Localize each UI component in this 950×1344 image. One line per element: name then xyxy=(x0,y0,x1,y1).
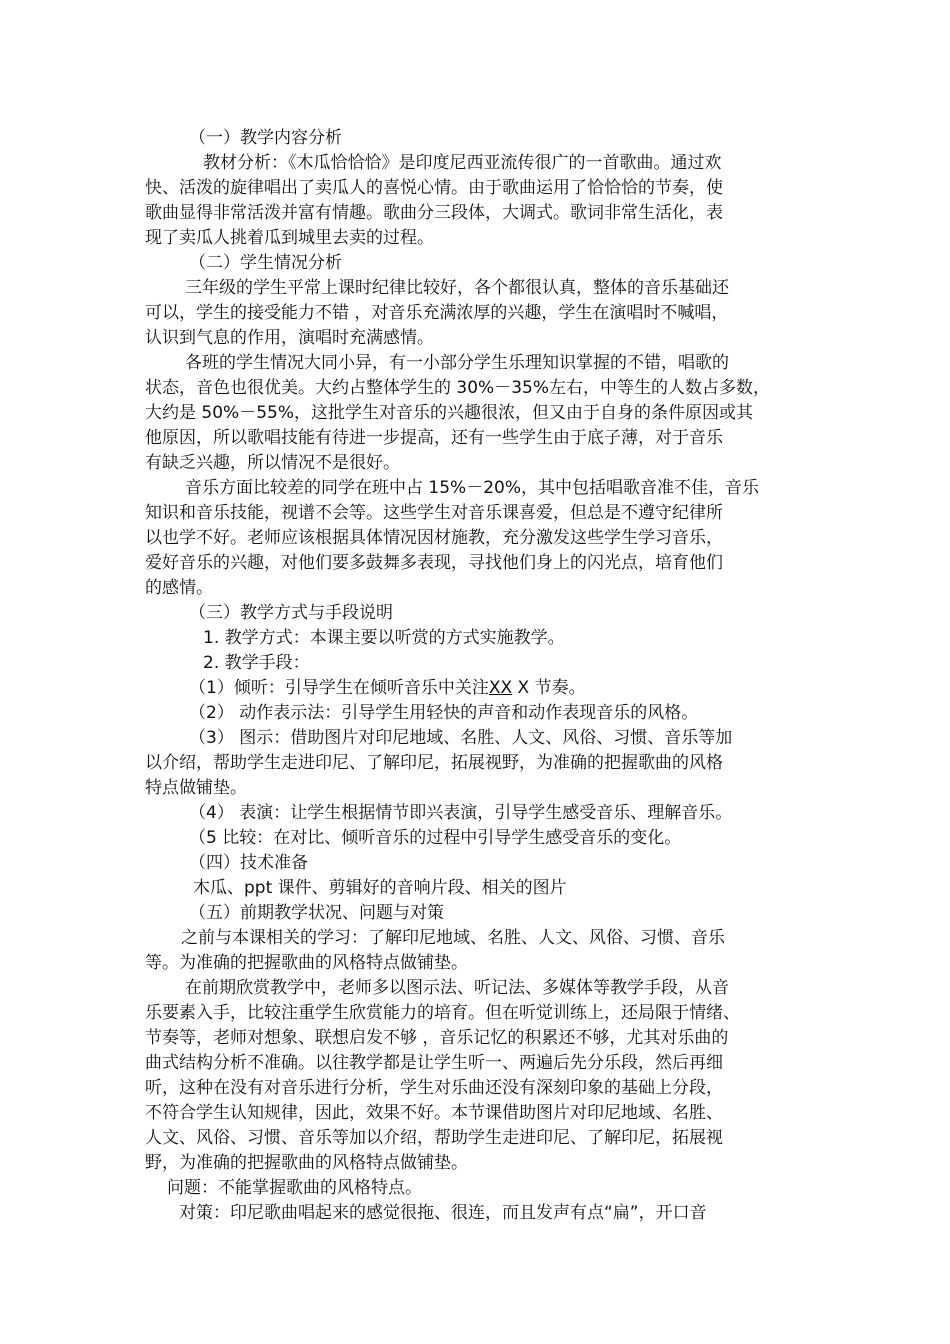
text-line xyxy=(145,151,805,176)
text-line xyxy=(145,876,805,901)
line-text: （2） 动作表示法：引导学生用轻快的声音和动作表现音乐的风格。 xyxy=(189,703,699,723)
text-line xyxy=(145,776,805,801)
line-text: 2. 教学手段： xyxy=(203,653,310,673)
text-line xyxy=(145,1026,805,1051)
line-text: 状态，音色也很优美。大约占整体学生的 30%－35%左右，中等生的人数占多数， xyxy=(145,378,770,398)
line-text: 乐要素入手，比较注重学生欣赏能力的培育。但在听觉训练上，还局限于情绪、 xyxy=(145,1003,740,1023)
line-text: 认识到气息的作用，演唱时充满感情。 xyxy=(145,328,434,348)
line-text: （一）教学内容分析 xyxy=(189,128,342,148)
line-text: 三年级的学生平常上课时纪律比较好，各个都很认真，整体的音乐基础还 xyxy=(185,278,729,298)
text-line xyxy=(145,401,805,426)
line-text: （5 比较：在对比、倾听音乐的过程中引导学生感受音乐的变化。 xyxy=(189,828,682,848)
line-text: 1. 教学方式：本课主要以听赏的方式实施教学。 xyxy=(203,628,565,648)
text-line xyxy=(145,751,805,776)
text-line xyxy=(145,126,805,151)
text-line xyxy=(145,651,805,676)
line-text: 对策：印尼歌曲唱起来的感觉很拖、很连，而且发声有点“扁”，开口音 xyxy=(179,1203,707,1223)
text-line xyxy=(145,1001,805,1026)
text-line xyxy=(145,726,805,751)
line-text: 节奏等，老师对想象、联想启发不够 ，音乐记忆的积累还不够，尤其对乐曲的 xyxy=(145,1028,729,1048)
text-line xyxy=(145,1101,805,1126)
text-line xyxy=(145,926,805,951)
text-line xyxy=(145,801,805,826)
line-text: 之前与本课相关的学习：了解印尼地域、名胜、人文、风俗、习惯、音乐 xyxy=(181,928,725,948)
line-text-after: X 节奏。 xyxy=(512,678,586,698)
text-line xyxy=(145,326,805,351)
line-text: 有缺乏兴趣，所以情况不是很好。 xyxy=(145,453,400,473)
text-line xyxy=(145,1201,805,1226)
line-text: 现了卖瓜人挑着瓜到城里去卖的过程。 xyxy=(145,228,434,248)
line-text: 以介绍，帮助学生走进印尼、了解印尼，拓展视野，为准确的把握歌曲的风格 xyxy=(145,753,723,773)
line-text: 人文、风俗、习惯、音乐等加以介绍，帮助学生走进印尼、了解印尼，拓展视 xyxy=(145,1128,723,1148)
line-text: 爱好音乐的兴趣，对他们要多鼓舞多表现，寻找他们身上的闪光点，培育他们 xyxy=(145,553,723,573)
text-line xyxy=(145,451,805,476)
line-text: 音乐方面比较差的同学在班中占 15%－20%，其中包括唱歌音准不佳，音乐 xyxy=(185,478,759,498)
line-text: （4） 表演：让学生根据情节即兴表演，引导学生感受音乐、理解音乐。 xyxy=(189,803,733,823)
line-text: 在前期欣赏教学中，老师多以图示法、听记法、多媒体等教学手段，从音 xyxy=(185,978,729,998)
text-line xyxy=(145,301,805,326)
text-line xyxy=(145,576,805,601)
document-body xyxy=(145,126,805,1226)
line-text: （四）技术准备 xyxy=(189,853,308,873)
text-line xyxy=(145,951,805,976)
line-text: （三）教学方式与手段说明 xyxy=(189,603,393,623)
line-text: 不符合学生认知规律，因此，效果不好。本节课借助图片对印尼地域、名胜、 xyxy=(145,1103,723,1123)
line-text: 野，为准确的把握歌曲的风格特点做铺垫。 xyxy=(145,1153,468,1173)
text-line xyxy=(145,351,805,376)
text-line xyxy=(145,626,805,651)
line-text: （1）倾听：引导学生在倾听音乐中关注 xyxy=(189,678,489,698)
text-line xyxy=(145,1176,805,1201)
line-text: 歌曲显得非常活泼并富有情趣。歌曲分三段体，大调式。歌词非常生活化，表 xyxy=(145,203,723,223)
text-line xyxy=(145,551,805,576)
line-text: （3） 图示：借助图片对印尼地域、名胜、人文、风俗、习惯、音乐等加 xyxy=(189,728,733,748)
text-line xyxy=(145,251,805,276)
text-line xyxy=(145,176,805,201)
text-line xyxy=(145,226,805,251)
text-line xyxy=(145,851,805,876)
text-line xyxy=(145,976,805,1001)
line-text: 以也学不好。老师应该根据具体情况因材施教，充分激发这些学生学习音乐， xyxy=(145,528,723,548)
text-line xyxy=(145,276,805,301)
line-text: （二）学生情况分析 xyxy=(189,253,342,273)
line-text: 的感情。 xyxy=(145,578,213,598)
text-line xyxy=(145,601,805,626)
text-line xyxy=(145,501,805,526)
text-line xyxy=(145,826,805,851)
text-line xyxy=(145,701,805,726)
line-text: （五）前期教学状况、问题与对策 xyxy=(189,903,444,923)
text-line xyxy=(145,1076,805,1101)
text-line xyxy=(145,526,805,551)
text-line xyxy=(145,1151,805,1176)
rhythm-notation: XX xyxy=(488,678,513,698)
text-line xyxy=(145,1126,805,1151)
line-text: 他原因，所以歌唱技能有待进一步提高，还有一些学生由于底子薄，对于音乐 xyxy=(145,428,723,448)
text-line xyxy=(145,1051,805,1076)
line-text: 各班的学生情况大同小异，有一小部分学生乐理知识掌握的不错，唱歌的 xyxy=(185,353,729,373)
line-text: 知识和音乐技能，视谱不会等。这些学生对音乐课喜爱，但总是不遵守纪律所 xyxy=(145,503,723,523)
line-text: 教材分析：《木瓜恰恰恰》是印度尼西亚流传很广的一首歌曲。通过欢 xyxy=(203,153,722,173)
line-text: 可以，学生的接受能力不错 ，对音乐充满浓厚的兴趣，学生在演唱时不喊唱， xyxy=(145,303,729,323)
line-text: 木瓜、ppt 课件、剪辑好的音响片段、相关的图片 xyxy=(193,878,567,898)
text-line xyxy=(145,901,805,926)
line-text: 听，这种在没有对音乐进行分析，学生对乐曲还没有深刻印象的基础上分段， xyxy=(145,1078,723,1098)
line-text: 问题：不能掌握歌曲的风格特点。 xyxy=(167,1178,422,1198)
line-text: 快、活泼的旋律唱出了卖瓜人的喜悦心情。由于歌曲运用了恰恰恰的节奏，使 xyxy=(145,178,723,198)
text-line xyxy=(145,201,805,226)
line-text: 特点做铺垫。 xyxy=(145,778,247,798)
text-line xyxy=(145,426,805,451)
line-text: 等。为准确的把握歌曲的风格特点做铺垫。 xyxy=(145,953,468,973)
line-text: 大约是 50%－55%，这批学生对音乐的兴趣很浓，但又由于自身的条件原因或其 xyxy=(145,403,753,423)
text-line xyxy=(145,476,805,501)
line-text: 曲式结构分析不准确。以往教学都是让学生听一、两遍后先分乐段，然后再细 xyxy=(145,1053,723,1073)
text-line xyxy=(145,376,805,401)
text-line xyxy=(145,676,805,701)
